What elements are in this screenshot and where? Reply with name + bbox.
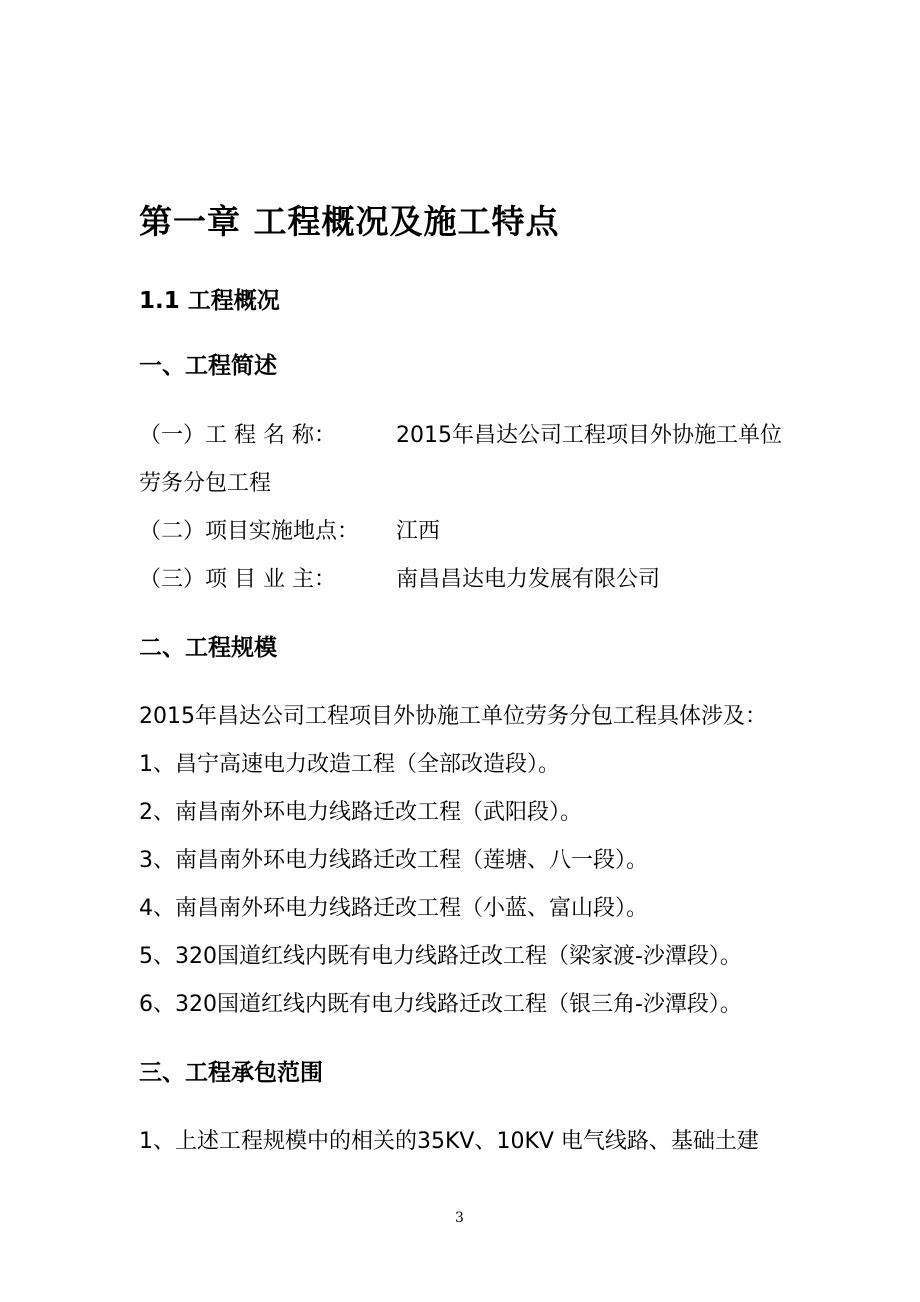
project-owner-label: （三）项 目 业 主： xyxy=(139,567,336,592)
list-item: 1、昌宁高速电力改造工程（全部改造段）。 xyxy=(139,752,560,777)
heading-scale: 二、工程规模 xyxy=(139,635,277,661)
project-name-value: 2015年昌达公司工程项目外协施工单位 xyxy=(396,423,782,448)
heading-overview: 一、工程简述 xyxy=(139,353,277,379)
project-name-label: （一）工 程 名 称： xyxy=(139,423,336,448)
list-item: 2、南昌南外环电力线路迁改工程（武阳段）。 xyxy=(139,800,582,825)
list-item: 5、320国道红线内既有电力线路迁改工程（梁家渡-沙潭段）。 xyxy=(139,944,742,969)
section-title: 1.1 工程概况 xyxy=(139,288,280,314)
heading-contract-scope: 三、工程承包范围 xyxy=(139,1060,323,1086)
page-number: 3 xyxy=(455,1210,464,1226)
chapter-title: 第一章 工程概况及施工特点 xyxy=(139,202,560,241)
project-owner-value: 南昌昌达电力发展有限公司 xyxy=(396,567,661,592)
list-item: 3、南昌南外环电力线路迁改工程（莲塘、八一段）。 xyxy=(139,848,648,873)
project-location-value: 江西 xyxy=(396,519,441,544)
list-item: 6、320国道红线内既有电力线路迁改工程（银三角-沙潭段）。 xyxy=(139,992,742,1017)
project-name-value-cont: 劳务分包工程 xyxy=(139,471,272,496)
scale-intro: 2015年昌达公司工程项目外协施工单位劳务分包工程具体涉及： xyxy=(139,704,767,729)
project-location-label: （二）项目实施地点： xyxy=(139,519,360,544)
scope-item: 1、上述工程规模中的相关的35KV、10KV 电气线路、基础土建 xyxy=(139,1129,759,1154)
list-item: 4、南昌南外环电力线路迁改工程（小蓝、富山段）。 xyxy=(139,896,648,921)
